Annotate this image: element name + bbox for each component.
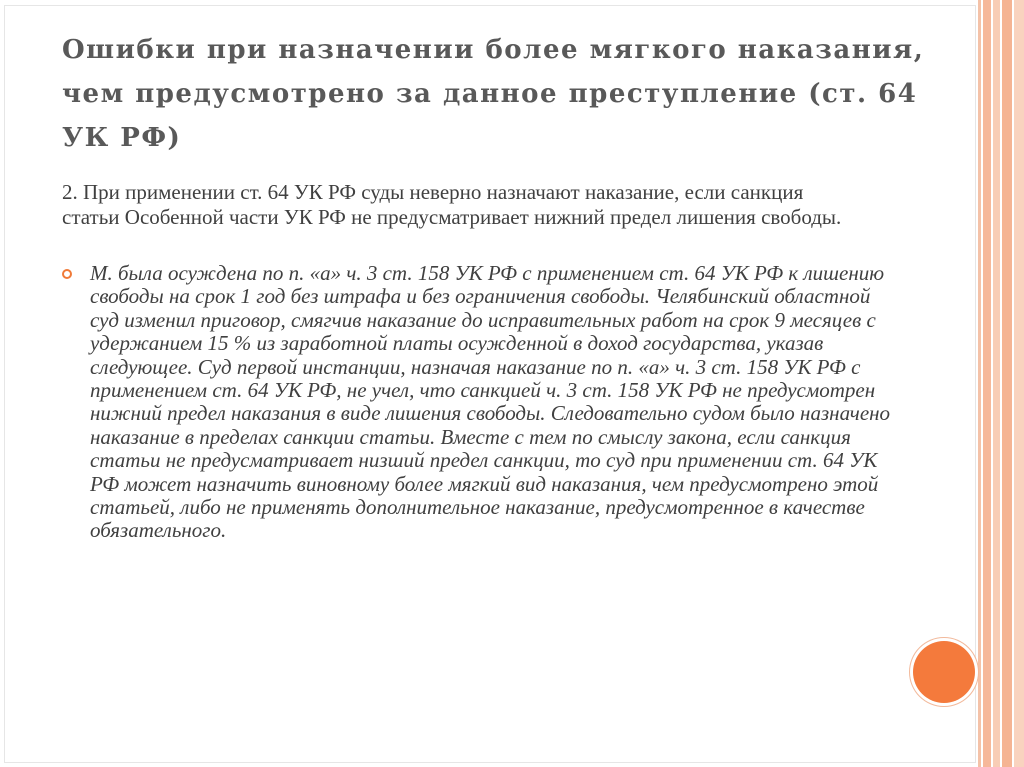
bullet-text: М. была осуждена по п. «а» ч. 3 ст. 158 УК РФ с применением ст. 64 УК РФ к лишению свободы на срок 1 год без штрафа и без ограничения свободы. Челябинский областной суд изменил приговор, смягчив наказание до исправительных работ на срок 9 месяцев с удержанием 15 % из заработной платы осужденной в доход государства, указав следующее. Суд первой инстанции, назначая наказание по п. «а» ч. 3 ст. 158 УК РФ с применением ст. 64 УК РФ, не учел, что санкцией ч. 3 ст. 158 УК РФ не предусмотрен нижний предел наказания в виде лишения свободы. Следовательно судом было назначено наказание в пределах санкции статьи. Вместе с тем по смыслу закона, если санкция статьи не предусматривает низший предел санкции, то суд при применении ст. 64 УК РФ может назначить виновному более мягкий вид наказания, чем предусмотрено этой статьей, либо не применять дополнительное наказание, предусмотренное в качестве обязательного. [90,261,891,543]
decorative-stripe [978,0,981,767]
decorative-circle-icon [913,641,975,703]
decorative-stripe [993,0,1000,767]
decorative-stripe [983,0,991,767]
slide-title: Ошибки при назначении более мягкого наказания, чем предусмотрено за данное преступление (ст. 64 УК РФ) [62,35,925,153]
decorative-stripe [1014,0,1024,767]
lead-paragraph: 2. При применении ст. 64 УК РФ суды неверно назначают наказание, если санкция статьи Особенной части УК РФ не предусматривает нижний предел лишения свободы. [62,180,842,229]
decorative-stripe [1002,0,1012,767]
bullet-circle-icon [62,269,72,279]
bullet-item [62,262,902,543]
